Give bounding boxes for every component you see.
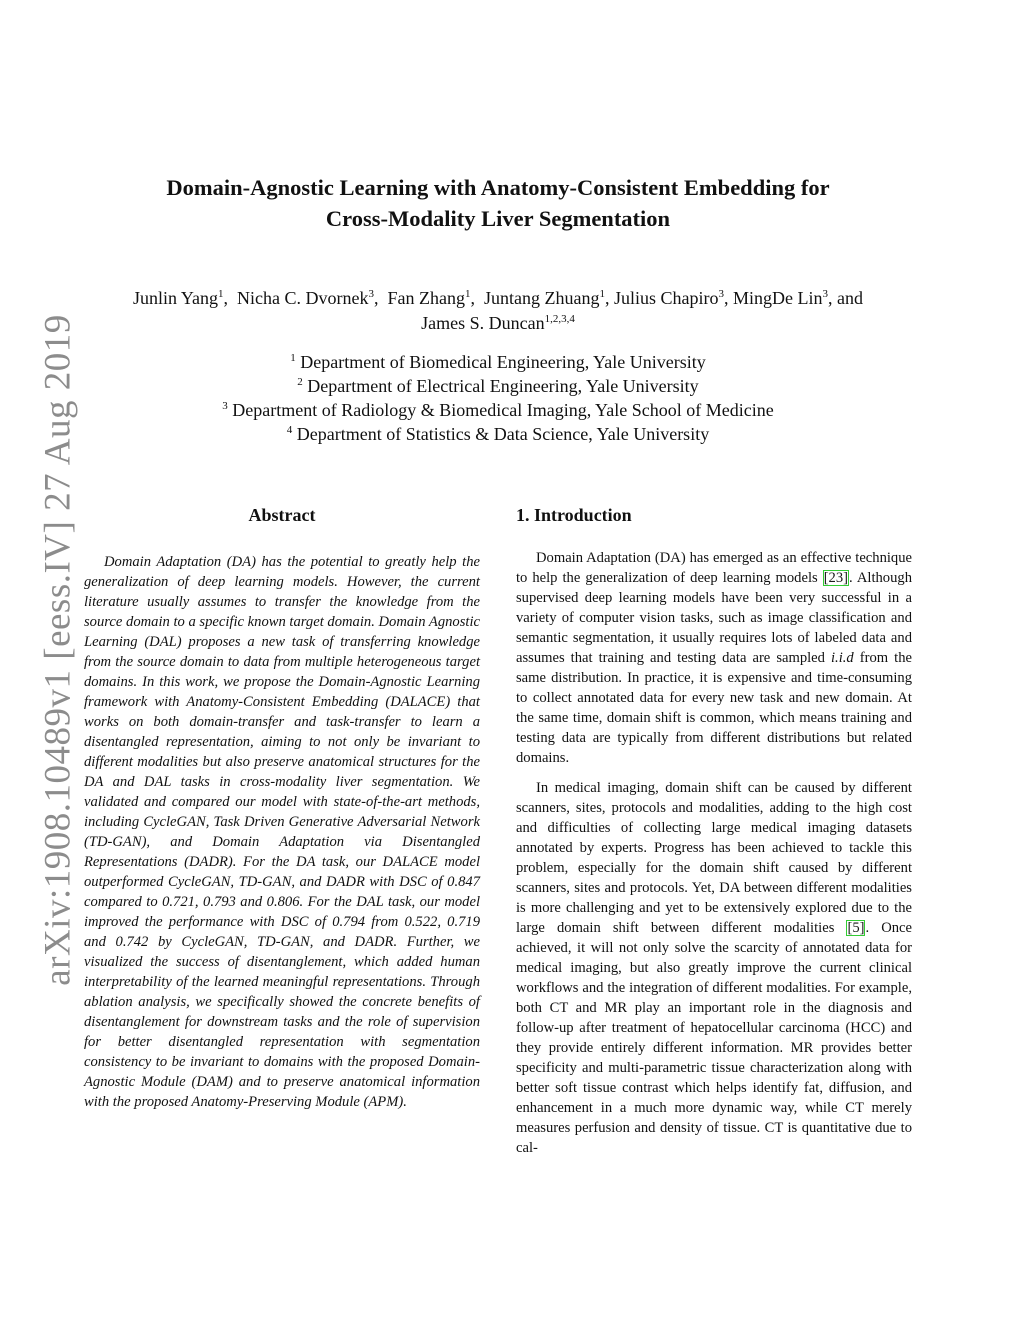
author-name: MingDe Lin <box>732 288 823 308</box>
author-affil-sup: 1 <box>464 288 471 300</box>
author-affil-sup: 3 <box>822 288 828 300</box>
intro-paragraph-2 <box>516 778 912 1158</box>
author-affil-sup: 1 <box>218 288 224 300</box>
affiliation-line <box>90 422 906 446</box>
author-name: Juntang Zhuang <box>483 288 600 308</box>
affiliation-number: 1 <box>290 352 296 364</box>
introduction-column <box>516 504 912 1158</box>
abstract-body: Domain Adaptation (DA) has the potential to greatly help the generalization of deep learning models. However, the current literature usually assumes to transfer the knowledge from the source domain to a specific known target domain. Domain Agnostic Learning (DAL) proposes a new task of transferring knowledge from the source domain to data from multiple heterogeneous target domains. In this work, we propose the Domain-Agnostic Learning framework with Anatomy-Consistent Embedding (DALACE) that works on both domain-transfer and task-transfer to learn a disentangled representation, aiming to not only be invariant to different modalities but also preserve anatomical structures for the DA and DAL tasks in cross-modality liver segmentation. We validated and compared our model with state-of-the-art methods, including CycleGAN, Task Driven Generative Adversarial Network (TD-GAN), and Domain Adaptation via Disentangled Representations (DADR). For the DA task, our DALACE model outperformed CycleGAN, TD-GAN, and DADR with DSC of 0.847 compared to 0.721, 0.793 and 0.806. For the DAL task, our model improved the performance with DSC of 0.794 from 0.522, 0.719 and 0.742 by CycleGAN, TD-GAN, and DADR. Further, we visualized the success of disentanglement, which added human interpretability of the learned meaningful representations. Through ablation analysis, we specifically showed the concrete benefits of disentanglement for downstream tasks and the role of supervision for better disentangled representation with segmentation consistency to be invariant to domains with the proposed Domain-Agnostic Module (DAM) and to preserve anatomical information with the proposed Anatomy-Preserving Module (APM). <box>84 554 480 1110</box>
affiliation-text: Department of Electrical Engineering, Yale University <box>302 376 699 396</box>
intro-paragraph-1 <box>516 548 912 768</box>
paper-title <box>90 172 906 234</box>
abstract-column <box>84 504 480 1112</box>
author-list: Junlin Yang$^1$, Nicha C. Dvornek$^3$, Fan Zhang$^1$, Juntang Zhuang$^1$, Julius Chapiro$^3$, MingDe Lin$^3$, and James S. Duncan$^{1,2,3,4}$ <box>133 288 863 333</box>
author-affil-sup: 1,2,3,4 <box>544 313 575 325</box>
affiliation-text: Department of Statistics & Data Science, Yale University <box>292 424 710 444</box>
introduction-heading: 1. Introduction <box>516 505 632 525</box>
affiliation-line <box>90 350 906 374</box>
author-name: Julius Chapiro <box>613 288 719 308</box>
citation-link-5[interactable]: [5] <box>847 920 865 936</box>
author-name: Junlin Yang <box>133 288 219 308</box>
author-name: Nicha C. Dvornek <box>237 288 369 308</box>
arxiv-side-stamp: arXiv:1908.10489v1 [eess.IV] 27 Aug 2019 <box>37 314 79 986</box>
citation-link-23[interactable]: [23] <box>823 570 849 586</box>
affiliation-list <box>90 350 906 446</box>
affiliation-text: Department of Biomedical Engineering, Yale University <box>295 352 706 372</box>
author-name: Fan Zhang <box>387 288 465 308</box>
intro-p1-text-a: Domain Adaptation (DA) has emerged as an effective technique to help the generalization of deep learning models <box>516 550 912 586</box>
author-name: James S. Duncan <box>421 313 545 333</box>
author-conjunction: , and <box>827 288 863 308</box>
author-affil-sup: 3 <box>368 288 374 300</box>
intro-p2-text-b: . Once achieved, it will not only solve the scarcity of annotated data for medical imaging, but also greatly improve the current clinical workflows and the integration of different modalities. For example, both CT and MR play an important role in the diagnosis and follow-up after treatment of hepatocellular carcinoma (HCC) and they provide entirely different information. MR provides better specificity and multi-parametric tissue characterization along with better soft tissue contrast which helps identify fat, diffusion, and enhancement in a much more dynamic way, while CT merely measures perfusion and density of tissue. CT is quantitative due to cal- <box>516 920 912 1156</box>
intro-p1-text-b: . Although supervised deep learning models have been very successful in a variety of computer vision tasks, such as image classification and semantic segmentation, it usually requires lots of labeled data and assumes that training and testing data are sampled <box>516 570 912 666</box>
affiliation-line <box>90 374 906 398</box>
affiliation-line <box>90 398 906 422</box>
affiliation-number: 2 <box>297 376 303 388</box>
author-affil-sup: 1 <box>599 288 605 300</box>
title-line-1: Domain-Agnostic Learning with Anatomy-Consistent Embedding for <box>166 175 830 200</box>
intro-p1-text-c: from the same distribution. In practice, it is expensive and time-consuming to collect annotated data for every new task and new domain. At the same time, domain shift is common, which means training and testing data are typically from different distributions but related domains. <box>516 650 912 766</box>
affiliation-number: 3 <box>222 400 228 412</box>
author-affil-sup: 3 <box>718 288 724 300</box>
affiliation-number: 4 <box>286 424 293 436</box>
iid-term: i.i.d <box>831 650 854 666</box>
affiliation-text: Department of Radiology & Biomedical Imaging, Yale School of Medicine <box>227 400 774 420</box>
title-line-2: Cross-Modality Liver Segmentation <box>325 206 671 231</box>
intro-p2-text-a: In medical imaging, domain shift can be caused by different scanners, sites, protocols and modalities, adding to the high cost and difficulties of collecting large medical imaging datasets annotated by experts. Progress has been achieved to tackle this problem, especially for the domain shift caused by different scanners, sites and protocols. Yet, DA between different modalities is more challenging and yet to be extensively explored due to the large domain shift between different modalities <box>516 780 912 936</box>
abstract-heading: Abstract <box>248 505 316 525</box>
